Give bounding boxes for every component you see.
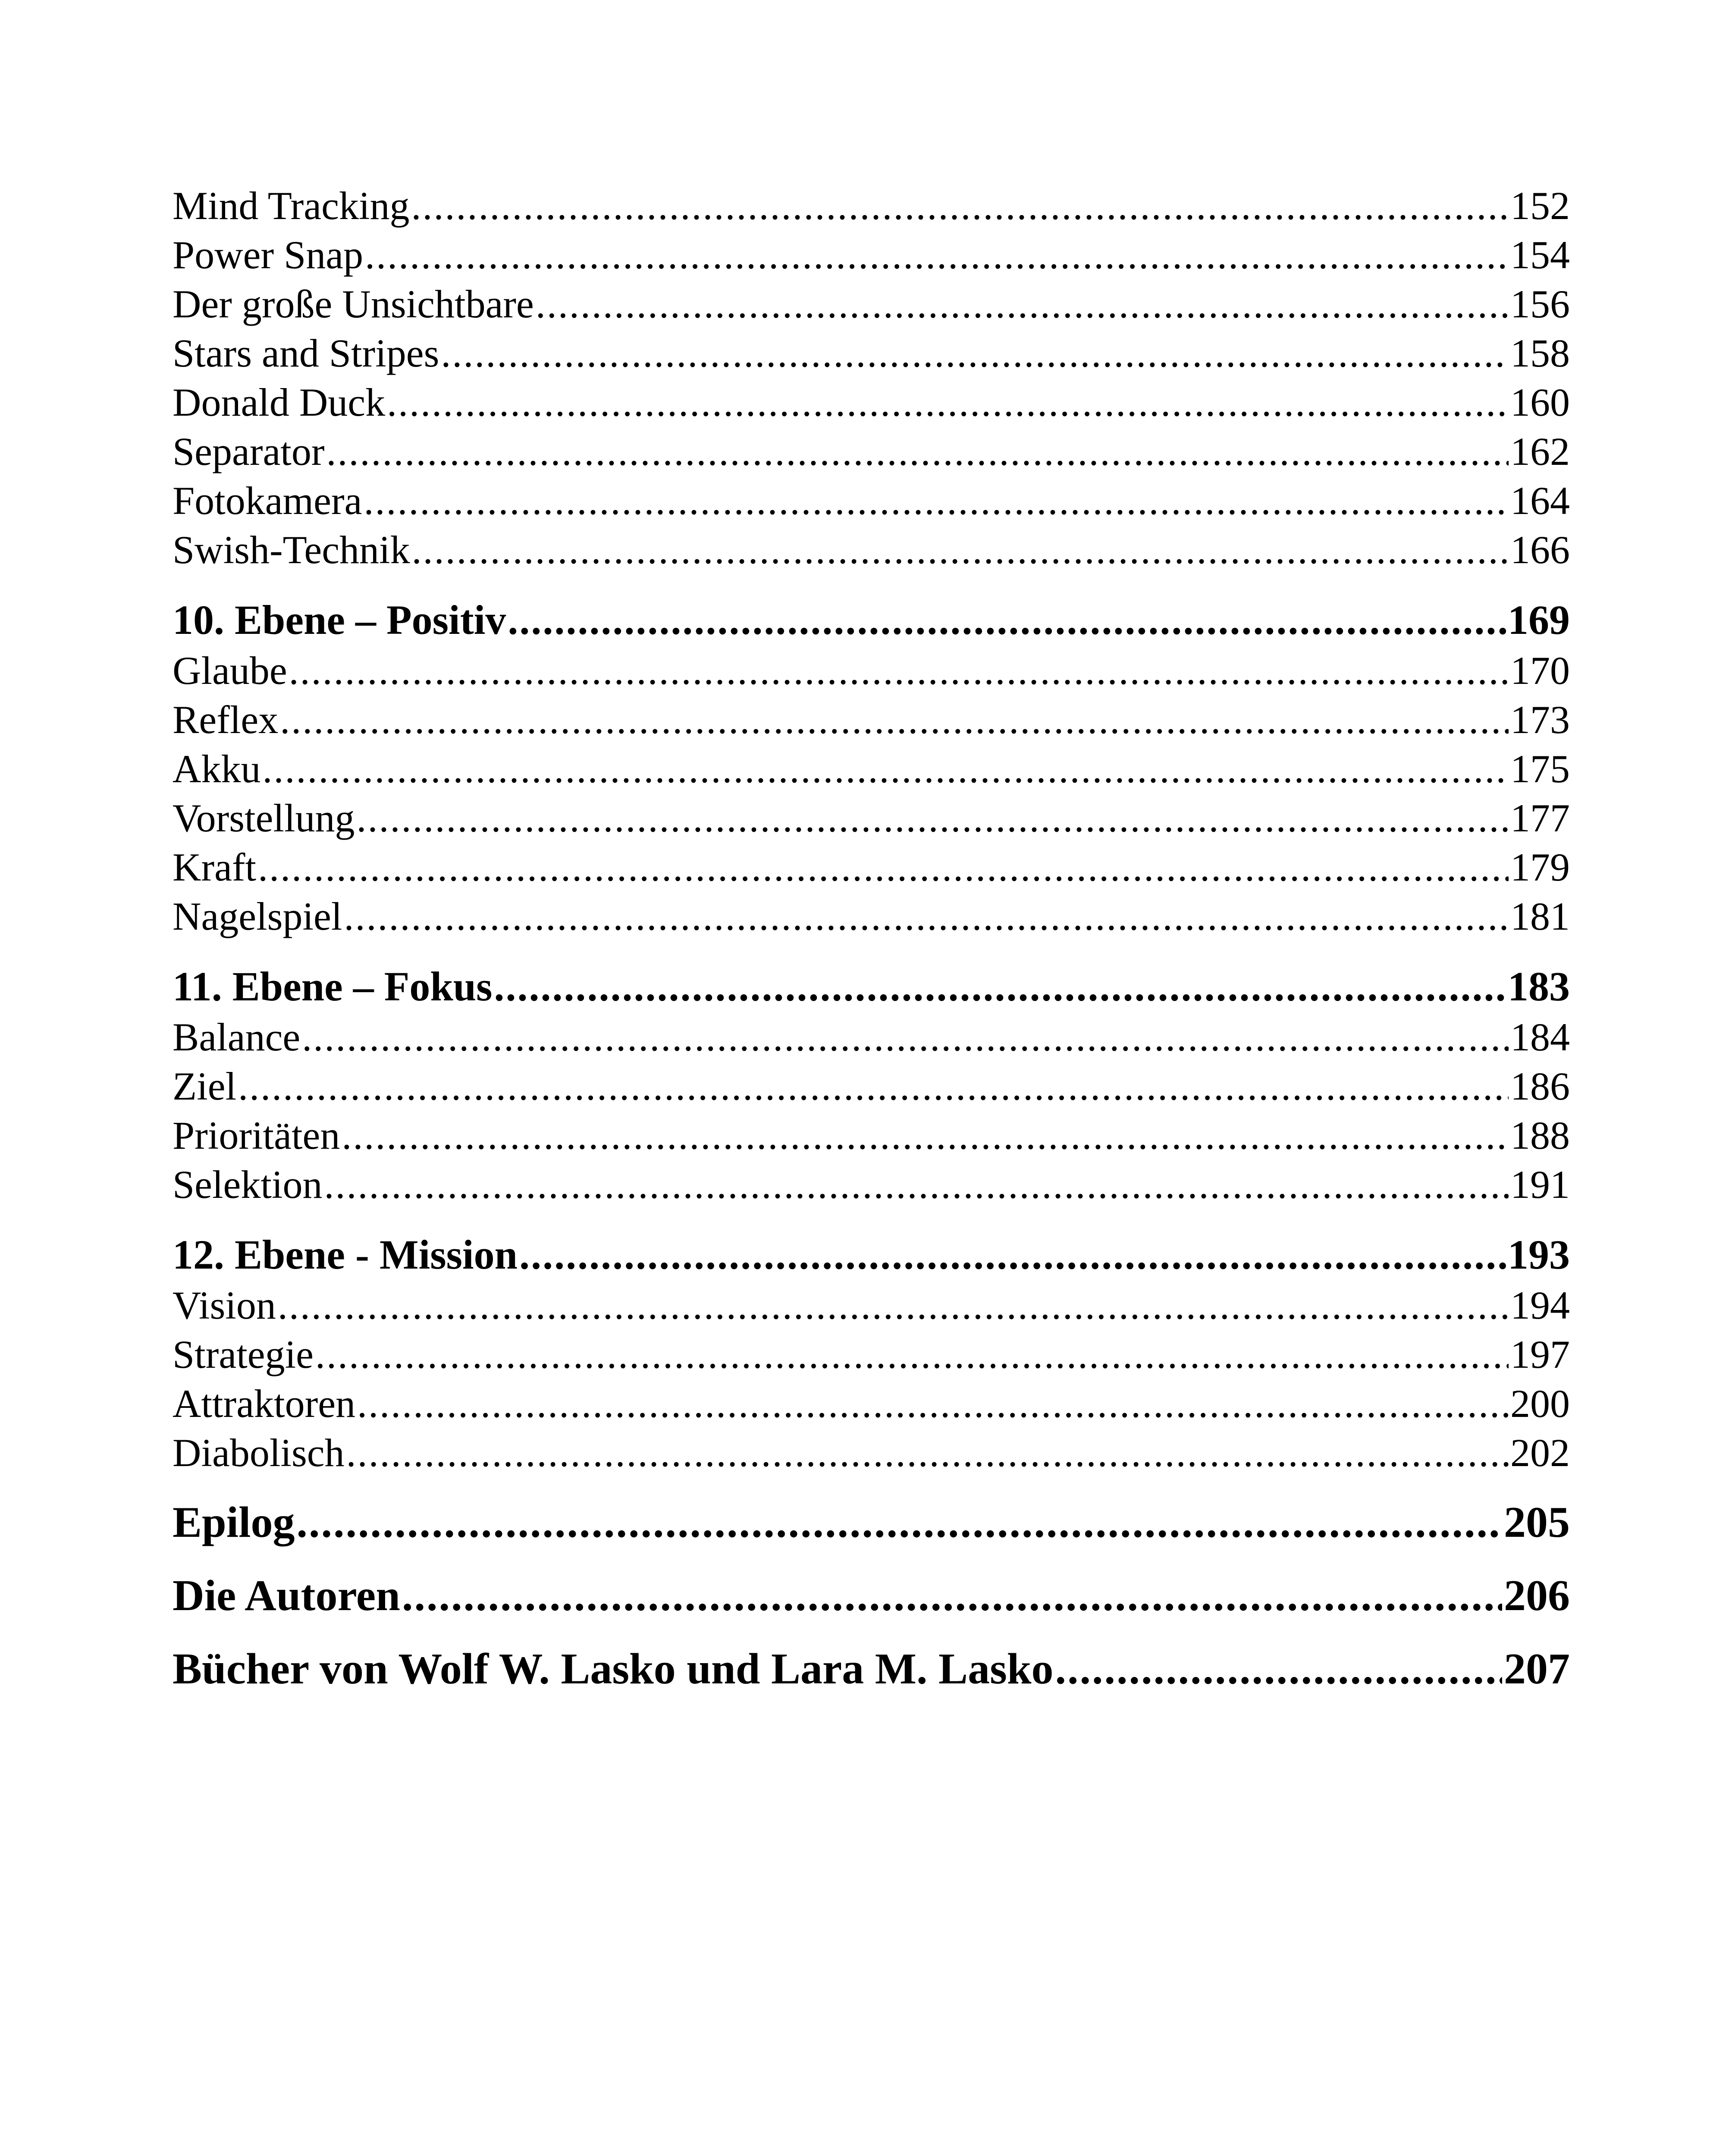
toc-entry-page: 202 <box>1510 1431 1570 1475</box>
toc-entry <box>173 427 1570 476</box>
toc-chapter-page: 207 <box>1504 1645 1570 1693</box>
dot-leader <box>324 1160 1509 1209</box>
toc-entry-page: 188 <box>1510 1113 1570 1157</box>
toc-entry <box>173 793 1570 843</box>
toc-chapter-title: Die Autoren <box>173 1571 400 1620</box>
dot-leader <box>412 525 1509 574</box>
toc-entry <box>173 744 1570 793</box>
toc-entry-page: 200 <box>1510 1382 1570 1426</box>
toc-entry-title: Vorstellung <box>173 796 355 840</box>
toc-section-title: 11. Ebene – Fokus <box>173 963 493 1009</box>
toc-chapter-title: Bücher von Wolf W. Lasko und Lara M. Lasko <box>173 1645 1054 1693</box>
dot-leader <box>302 1012 1509 1062</box>
dot-leader <box>494 961 1506 1012</box>
dot-leader <box>346 1428 1509 1477</box>
toc-entry-page: 181 <box>1510 894 1570 938</box>
toc-entry-title: Vision <box>173 1283 276 1327</box>
toc-entry <box>173 329 1570 378</box>
dot-leader <box>387 378 1509 427</box>
dot-leader <box>278 1281 1509 1330</box>
dot-leader <box>289 646 1509 695</box>
toc-entry-page: 170 <box>1510 649 1570 693</box>
dot-leader <box>344 892 1509 941</box>
toc-entry-title: Power Snap <box>173 233 364 277</box>
toc-entry <box>173 279 1570 329</box>
toc-entry-title: Fotokamera <box>173 479 362 523</box>
toc-entry <box>173 476 1570 525</box>
toc-entry-page: 179 <box>1510 845 1570 889</box>
toc-entry <box>173 1111 1570 1160</box>
toc-section-page: 193 <box>1508 1232 1570 1278</box>
dot-leader <box>402 1568 1502 1624</box>
toc-entry-page: 184 <box>1510 1015 1570 1059</box>
toc-entry-page: 164 <box>1510 479 1570 523</box>
toc-section-title: 10. Ebene – Positiv <box>173 597 506 643</box>
dot-leader <box>262 744 1509 793</box>
toc-entry-page: 162 <box>1510 429 1570 473</box>
dot-leader <box>258 843 1509 892</box>
toc-chapter-page: 205 <box>1504 1498 1570 1547</box>
toc-entry-title: Selektion <box>173 1163 323 1206</box>
toc-entry <box>173 1281 1570 1330</box>
toc-chapter-page: 206 <box>1504 1571 1570 1620</box>
toc-chapter-heading <box>173 1568 1570 1624</box>
toc-entry-title: Diabolisch <box>173 1431 345 1475</box>
toc-chapter-heading <box>173 1495 1570 1551</box>
toc-entry-title: Swish-Technik <box>173 528 410 572</box>
toc-entry-title: Mind Tracking <box>173 184 410 228</box>
toc-entry-page: 173 <box>1510 698 1570 742</box>
dot-leader <box>508 594 1506 646</box>
toc-entry <box>173 1428 1570 1477</box>
toc-section-heading <box>173 594 1570 646</box>
toc-entry <box>173 892 1570 941</box>
toc-entry <box>173 843 1570 892</box>
toc-entry-title: Attraktoren <box>173 1382 356 1426</box>
dot-leader <box>364 476 1509 525</box>
dot-leader <box>536 279 1509 329</box>
toc-entry-page: 156 <box>1510 282 1570 326</box>
toc-entry-title: Stars and Stripes <box>173 331 439 375</box>
toc-entry <box>173 378 1570 427</box>
toc-entry-page: 152 <box>1510 184 1570 228</box>
toc-entry-page: 191 <box>1510 1163 1570 1206</box>
dot-leader <box>411 181 1509 230</box>
toc-entry-page: 175 <box>1510 747 1570 791</box>
dot-leader <box>519 1229 1506 1281</box>
toc-entry-title: Balance <box>173 1015 301 1059</box>
toc-entry-page: 166 <box>1510 528 1570 572</box>
toc-chapter-title: Epilog <box>173 1498 295 1547</box>
dot-leader <box>280 695 1509 744</box>
toc-entry-title: Ziel <box>173 1064 237 1108</box>
toc-entry-page: 154 <box>1510 233 1570 277</box>
toc-entry <box>173 1379 1570 1428</box>
toc-chapter-heading <box>173 1641 1570 1697</box>
toc-entry <box>173 181 1570 230</box>
toc-entry <box>173 1062 1570 1111</box>
dot-leader <box>357 793 1509 843</box>
toc-entry-title: Prioritäten <box>173 1113 340 1157</box>
dot-leader <box>326 427 1509 476</box>
toc-entry-page: 160 <box>1510 380 1570 424</box>
toc-section-heading <box>173 1229 1570 1281</box>
dot-leader <box>238 1062 1509 1111</box>
toc-entry <box>173 646 1570 695</box>
dot-leader <box>1055 1641 1503 1697</box>
toc-entry-page: 194 <box>1510 1283 1570 1327</box>
toc-entry <box>173 230 1570 279</box>
toc-entry-page: 197 <box>1510 1332 1570 1376</box>
dot-leader <box>296 1495 1502 1551</box>
toc-entry-title: Akku <box>173 747 261 791</box>
toc-entry <box>173 1012 1570 1062</box>
toc-entry-page: 186 <box>1510 1064 1570 1108</box>
dot-leader <box>357 1379 1509 1428</box>
table-of-contents <box>173 181 1570 1697</box>
toc-section-heading <box>173 961 1570 1012</box>
toc-entry-title: Glaube <box>173 649 287 693</box>
dot-leader <box>315 1330 1509 1379</box>
toc-section-title: 12. Ebene - Mission <box>173 1232 518 1278</box>
dot-leader <box>365 230 1509 279</box>
toc-entry <box>173 695 1570 744</box>
toc-entry-title: Strategie <box>173 1332 314 1376</box>
toc-entry-title: Kraft <box>173 845 257 889</box>
toc-entry <box>173 1160 1570 1209</box>
toc-section-page: 169 <box>1508 597 1570 643</box>
toc-entry-title: Reflex <box>173 698 279 742</box>
toc-entry <box>173 1330 1570 1379</box>
toc-entry <box>173 525 1570 574</box>
toc-entry-page: 177 <box>1510 796 1570 840</box>
toc-entry-page: 158 <box>1510 331 1570 375</box>
toc-section-page: 183 <box>1508 963 1570 1009</box>
toc-entry-title: Donald Duck <box>173 380 386 424</box>
dot-leader <box>441 329 1509 378</box>
toc-entry-title: Separator <box>173 429 325 473</box>
toc-entry-title: Der große Unsichtbare <box>173 282 534 326</box>
dot-leader <box>342 1111 1509 1160</box>
toc-entry-title: Nagelspiel <box>173 894 342 938</box>
